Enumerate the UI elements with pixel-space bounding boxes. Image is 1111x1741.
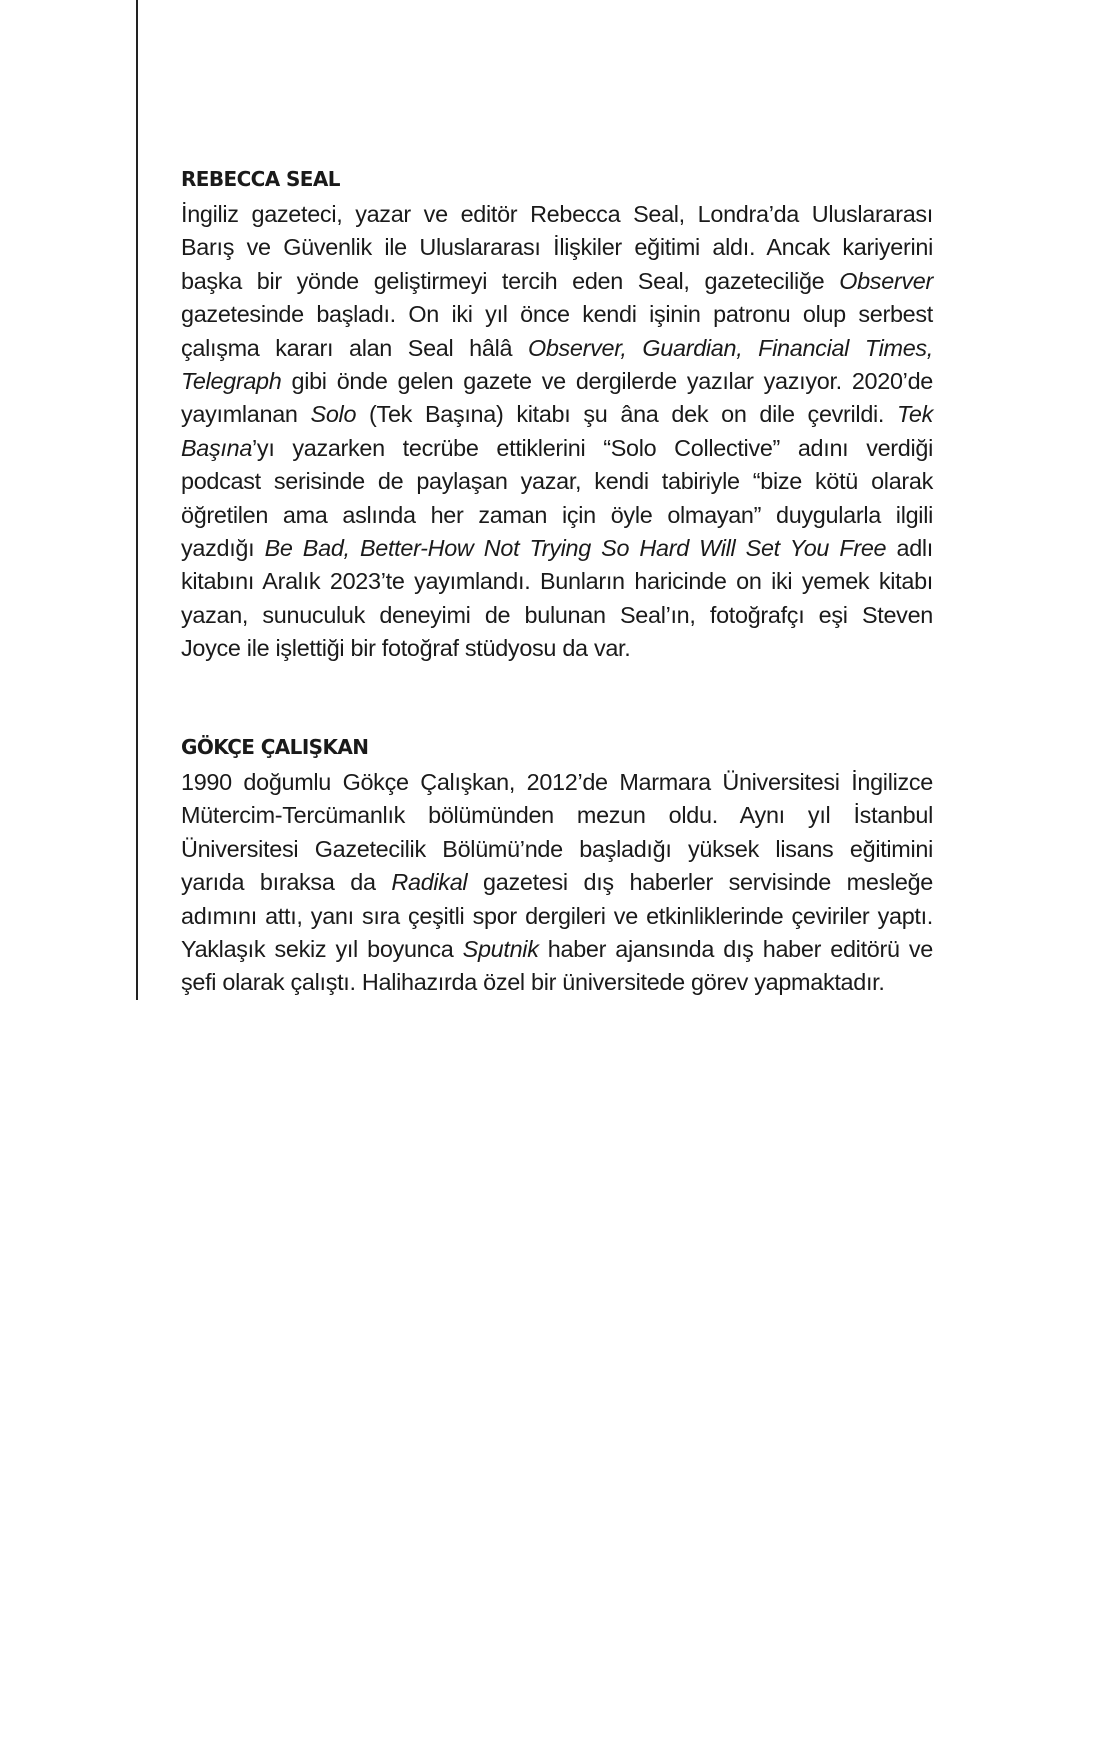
book-title: Solo [310,401,357,428]
bio-text-run: ’yı yazarken tecrübe ettiklerini “Solo Collective” adını verdiği podcast serisinde de paylaşan yazar, kendi tabiriyle “bize kötü olarak öğretilen ama aslında her zaman için öyle olmayan” duygularla ilgili yazdığı [181,434,933,562]
bio-text-run: gazetesi dış haberler servisinde mesleğe adımını attı, yanı sıra çeşitli spor dergileri ve etkinliklerinde çeviriler yaptı. Yaklaşık sekiz yıl boyunca [181,869,933,963]
bio-text-run: adlı kitabını Aralık 2023’te yayımlandı. Bunların haricinde on iki yemek kitabı yazan, sunuculuk deneyimi de bulunan Seal’ın, fotoğrafçı eşi Steven Joyce ile işlettiği bir fotoğraf stüdyosu da var. [181,535,933,662]
publication-titles: Observer, Guardian, Financial Times, Telegraph [181,334,934,395]
publication-title: Observer [839,267,933,294]
bio-text-run: gazetesinde başladı. On iki yıl önce kendi işinin patronu olup serbest çalışma kararı alan Seal hâlâ [181,301,933,361]
bio-text-run: İngiliz gazeteci, yazar ve editör Rebecca Seal, Londra’da Uluslararası Barış ve Güvenlik ile Uluslararası İlişkiler eğitimi aldı. Ancak kariyerini başka bir yönde geliştirmeyi tercih eden Seal, gazeteciliğe [181,201,933,294]
author-bio-text [181,198,933,666]
publication-title: Sputnik [462,936,539,963]
book-title: Tek Başına [181,401,933,461]
book-title: Be Bad, Better-How Not Trying So Hard Will Set You Free [264,535,887,562]
bio-text-run: 1990 doğumlu Gökçe Çalışkan, 2012’de Marmara Üniversitesi İngilizce Mütercim-Tercümanlık bölümünden mezun oldu. Aynı yıl İstanbul Üniversitesi Gazetecilik Bölümü’nde başladığı yüksek lisans eğitimini yarıda bıraksa da [181,769,933,896]
translator-bio-text [181,766,933,1000]
bio-text-run: gibi önde gelen gazete ve dergilerde yazılar yazıyor. 2020’de yayımlanan [181,368,933,428]
publication-title: Radikal [391,869,468,896]
translator-bio [181,734,933,1000]
cover-flap-rule [136,0,138,1000]
translator-name: GÖKÇE ÇALIŞKAN [181,735,369,759]
bio-text-run: (Tek Başına) kitabı şu âna dek on dile çevrildi. [356,401,898,428]
author-bio [181,166,933,666]
author-name: REBECCA SEAL [181,167,340,191]
bio-text-run: haber ajansında dış haber editörü ve şefi olarak çalıştı. Halihazırda özel bir üniversitede görev yapmaktadır. [181,936,933,996]
